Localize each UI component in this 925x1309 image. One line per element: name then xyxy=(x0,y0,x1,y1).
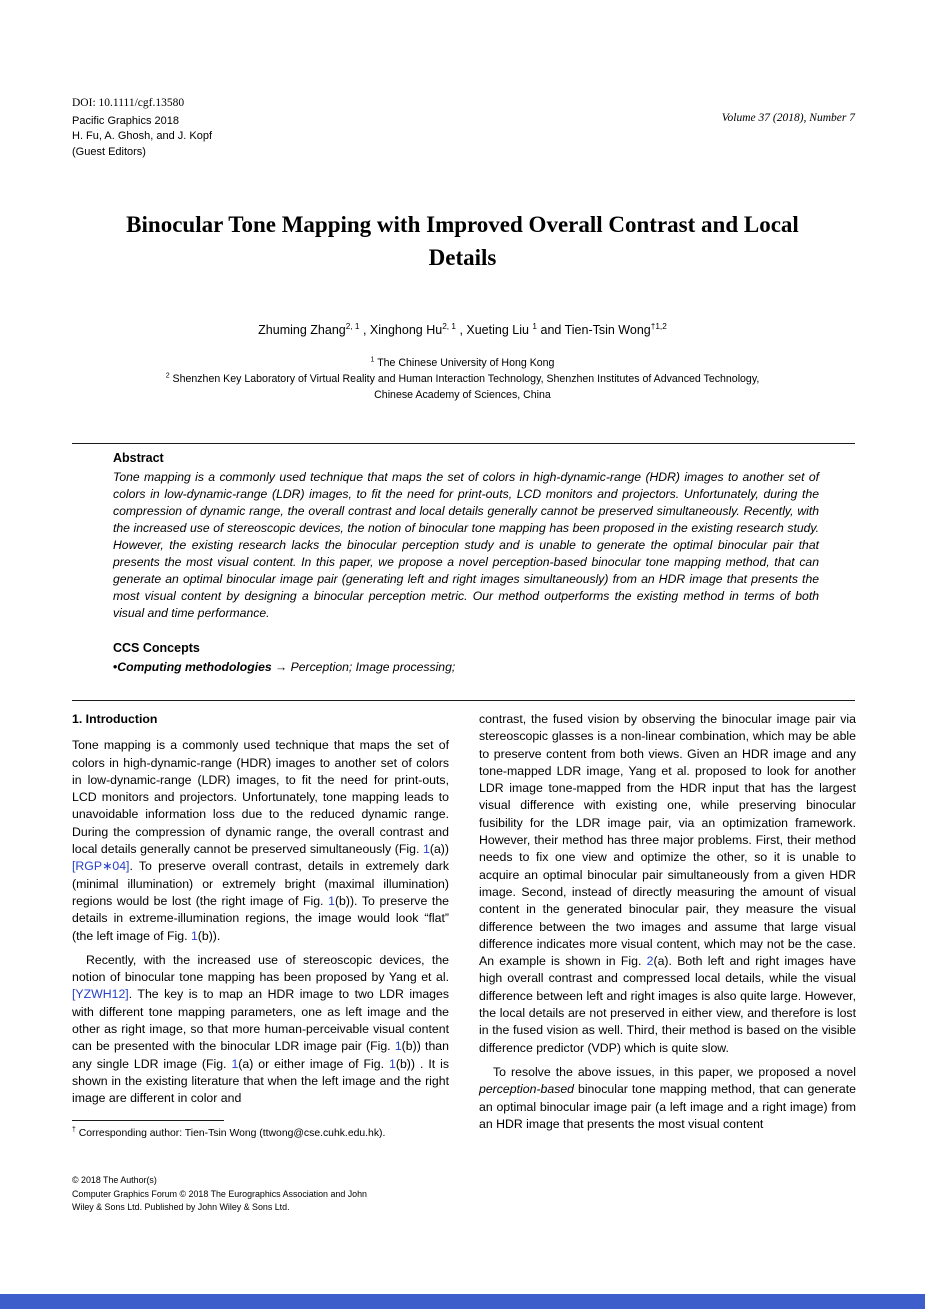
text-segment: Corresponding author: Tien-Tsin Wong (ttwong@cse.cuhk.edu.hk). xyxy=(75,1128,386,1139)
ccs-concepts-line xyxy=(113,660,819,674)
citation-link[interactable]: 1 xyxy=(231,1056,239,1071)
bottom-bar xyxy=(0,1294,925,1309)
citation-link[interactable]: 1 xyxy=(389,1056,396,1071)
text-segment: 2 xyxy=(165,372,170,380)
text-segment: binocular tone mapping method, that can generate an optimal binocular image pair (a left image and a right image) from an HDR image that presents the most visual content xyxy=(479,1082,856,1131)
text-segment: (a). Both left and right images have high overall contrast and compressed local details, while the visual difference between left and right images is also quite large. However, the local details are not preserved in either view, and therefore is lost in the fused vision as well. Third, their method is based on the visible difference predictor (VDP) which is quite slow. xyxy=(479,954,856,1055)
affiliations-block xyxy=(0,355,925,403)
authors-line xyxy=(0,323,925,337)
text-segment: 1 xyxy=(532,321,538,331)
doi-line: DOI: 10.1111/cgf.13580 xyxy=(72,97,185,109)
text-segment: Shenzhen Key Laboratory of Virtual Reality and Human Interaction Technology, Shenzhen Institutes of Advanced Technology, xyxy=(169,373,760,385)
citation-link[interactable]: [RGP∗04] xyxy=(72,859,130,874)
citation-link[interactable]: 1 xyxy=(190,928,198,943)
volume-issue-line: Volume 37 (2018), Number 7 xyxy=(721,112,855,124)
right-column xyxy=(479,711,856,1140)
intro-paragraph-2 xyxy=(72,952,449,1108)
text-segment: Tone mapping is a commonly used technique that maps the set of colors in high-dynamic-range (HDR) images to another set of colors in low-dynamic-range (LDR) images, to fit the need for print-outs, LCD monitors and projectors. Unfortunately, tone mapping leads to unavoidable information loss due to the reduced dynamic range. During the compression of dynamic range, the overall contrast and local details generally cannot be preserved simultaneously (Fig. xyxy=(72,738,449,857)
abstract-top-rule xyxy=(72,443,855,444)
text-segment: †1,2 xyxy=(650,321,667,331)
abstract-heading: Abstract xyxy=(113,451,164,465)
copyright-line-2: Computer Graphics Forum © 2018 The Eurographics Association and John xyxy=(72,1188,367,1199)
right-paragraph-2 xyxy=(479,1064,856,1133)
ccs-heading: CCS Concepts xyxy=(113,641,200,655)
text-segment: (b)) . It is shown in the existing literature that when the left image and the right image are different in color and xyxy=(72,1056,449,1106)
paper-header xyxy=(72,96,212,160)
text-segment: • xyxy=(113,660,118,674)
text-segment: To resolve the above issues, in this paper, we proposed a novel xyxy=(493,1064,856,1079)
text-segment: perception-based xyxy=(479,1082,575,1097)
text-segment: 1 xyxy=(370,356,375,364)
text-segment: and Tien-Tsin Wong xyxy=(537,323,651,337)
two-column-body xyxy=(72,711,856,1140)
text-segment: 2, 1 xyxy=(442,321,456,331)
text-segment: (a)) xyxy=(429,842,449,857)
ccs-concepts-section xyxy=(113,641,819,674)
guest-editors-line: (Guest Editors) xyxy=(72,145,146,158)
copyright-line-1: © 2018 The Author(s) xyxy=(72,1175,157,1185)
footnote-block xyxy=(72,1120,449,1139)
right-paragraph-1 xyxy=(479,711,856,1057)
text-segment: . To preserve overall contrast, details in extremely dark (minimal illumination) or extremely bright (maximal illumination) regions would be lost (the right image of Fig. xyxy=(72,859,449,908)
citation-link[interactable]: 1 xyxy=(328,893,335,908)
text-segment: The Chinese University of Hong Kong xyxy=(374,357,555,369)
citation-link[interactable]: 2 xyxy=(646,954,654,969)
citation-link[interactable]: [YZWH12] xyxy=(72,987,129,1002)
text-segment: † xyxy=(72,1126,76,1134)
text-segment: (b)) than any single LDR image (Fig. xyxy=(72,1039,449,1071)
copyright-block xyxy=(72,1174,367,1215)
text-segment: , Xueting Liu xyxy=(455,323,533,337)
text-segment: contrast, the fused vision by observing the binocular image pair via stereoscopic glasses is a non-linear combination, which may be able to preserve content from both views. Given an HDR image and any tone-mapped LDR image, Yang et al. proposed to look for another LDR image tone-mapped from the HDR input that has the largest visual difference with existing one, while preserving binocular fusibility for the LDR image pair, via an optimization framework. However, their method has three major problems. First, their method needs to fix one view and optimize the other, so it is unable to acquire an optimal binocular pair simultaneously from a given HDR image. Second, instead of directly measuring the amount of visual content in the generated binocular pair, they measure the visual difference between the two images and assume that large visual difference indicates more visual content, which may not be the case. An example is shown in Fig. xyxy=(479,712,856,969)
intro-paragraph-1 xyxy=(72,737,449,945)
affiliation-3: Chinese Academy of Sciences, China xyxy=(374,389,551,401)
text-segment: 2, 1 xyxy=(345,321,360,331)
footnote-text xyxy=(72,1128,449,1139)
text-segment: (b)). To preserve the details in extreme-illumination regions, the image would look “flat” (the left image of Fig. xyxy=(72,893,449,943)
footnote-rule xyxy=(72,1120,224,1121)
text-segment: Recently, with the increased use of stereoscopic devices, the notion of binocular tone mapping has been proposed by Yang et al. xyxy=(72,952,449,985)
left-column xyxy=(72,711,449,1140)
text-segment: (a) or either image of Fig. xyxy=(238,1056,390,1071)
text-segment: → Perception; Image processing; xyxy=(271,660,456,674)
text-segment: Zhuming Zhang xyxy=(258,323,346,337)
text-segment: . The key is to map an HDR image to two LDR images with different tone mapping parameters, one as left image and the other as right image, so that more human-perceivable visual content can be presented with the binocular LDR image pair (Fig. xyxy=(72,987,449,1054)
citation-link[interactable]: 1 xyxy=(423,842,430,857)
body-top-rule xyxy=(72,700,855,701)
affiliation-1 xyxy=(0,355,925,371)
text-segment: (b)). xyxy=(197,928,221,943)
editors-line: H. Fu, A. Ghosh, and J. Kopf xyxy=(72,130,213,142)
text-segment: , Xinghong Hu xyxy=(359,323,443,337)
conference-line: Pacific Graphics 2018 xyxy=(72,114,179,127)
text-segment: Computing methodologies xyxy=(117,660,272,674)
citation-link[interactable]: 1 xyxy=(394,1039,402,1054)
abstract-text: Tone mapping is a commonly used technique that maps the set of colors in high-dynamic-range (HDR) images to another set of colors in low-dynamic-range (LDR) images, to fit the need for print-outs, LCD monitors and projectors. Unfortunately, during the compression of dynamic range, the overall contrast and local details generally cannot be preserved simultaneously. Recently, with the increased use of stereoscopic devices, the notion of binocular tone mapping has been proposed in the existing research study. However, the existing research lacks the binocular perception study and is unable to generate the optimal binocular pair that presents the most visual content. In this paper, we propose a novel perception-based binocular tone mapping method, that can generate an optimal binocular image pair (generating left and right images simultaneously) from an HDR image that presents the most visual content by designing a binocular perception metric. Our method outperforms the existing method in terms of both visual and time performance. xyxy=(113,470,819,620)
paper-title: Binocular Tone Mapping with Improved Overall Contrast and Local Details xyxy=(126,212,799,270)
abstract-section xyxy=(113,451,819,622)
section-heading-introduction: 1. Introduction xyxy=(72,712,158,726)
copyright-line-3: Wiley & Sons Ltd. Published by John Wiley & Sons Ltd. xyxy=(72,1202,290,1212)
affiliation-2 xyxy=(0,371,925,387)
